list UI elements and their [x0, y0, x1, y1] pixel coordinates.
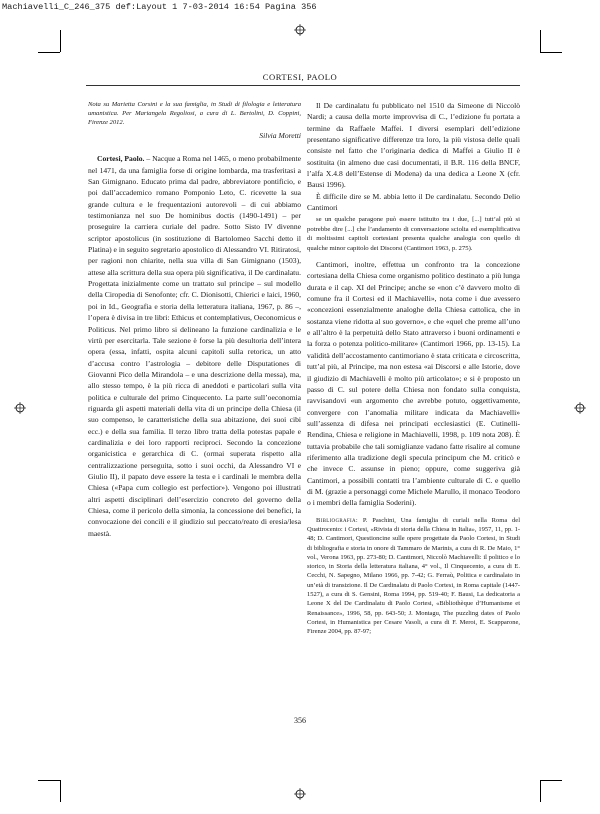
print-slug-line: Machiavelli_C_246_375 def:Layout 1 7-03-2014 16:54 Pagina 356	[2, 2, 317, 12]
previous-entry-note: Nota su Marietta Corsini e la sua famiglia, in Studi di filologia e letteratura umanistica. Per Mariangela Regoliosi, a cura di L. Bertolini, D. Coppini, Firenze 2012.	[88, 101, 301, 126]
registration-mark-icon	[294, 788, 306, 800]
entry-paragraph: Il De cardinalatu fu pubblicato nel 1510 da Simeone di Niccolò Nardi; a causa della morte improvvisa di C., l’edizione fu portata a termine da Raffaele Maffei. I diversi esemplari dell’edizione presentano significative differenze tra loro, la più vistosa delle quali consiste nel fatto che l’originaria dedica di Maffei a Giulio II è sostituita (in almeno due casi documentati, il B.R. 116 della BNCF, l’alfa X.4.8 dell’Estense di Modena) da una dedica a Leone X (cfr. Bausi 1996).	[307, 101, 520, 190]
crop-mark	[540, 780, 562, 781]
crop-mark	[540, 30, 541, 52]
bibliography-text: P. Paschini, Una famiglia di curiali nella Roma del Quattrocento: i Cortesi, «Rivista di storia della Chiesa in Italia», 1957, 11, pp. 1-48; D. Cantimori, Questioncine sulle opere progettate da Paolo Cortesi, in Studi di bibliografia e storia in onore di Tammaro de Marinis, a cura di R. De Maio, 1° vol., Verona 1963, pp. 273-80; D. Cantimori, Niccolò Machiavelli: il politico e lo storico, in Storia della letteratura italiana, 4° vol., Il Cinquecento, a cura di E. Cecchi, N. Sapegno, Milano 1966, pp. 7-42; G. Ferraù, Politica e cardinalato in un’età di transizione. Il De Cardinalatu di Paolo Cortesi, in Roma capitale (1447-1527), a cura di S. Gensini, Roma 1994, pp. 519-40; F. Bausi, La dedicatoria a Leone X del De Cardinalatu di Paolo Cortesi, «Bibliothèque d’Humanisme et Renaissance», 1996, 58, pp. 643-50; J. Montagu, The puzzling dates of Paolo Cortesi, in Humanistica per Cesare Vasoli, a cura di F. Meroi, E. Scapparone, Firenze 2004, pp. 87-97;	[307, 516, 520, 636]
entry-paragraph: Cantimori, inoltre, effettua un confronto tra la concezione cortesiana della Chiesa come organismo politico destinato a più lunga durata e il cap. XI del Principe; anche se «non c’è davvero molto di comune fra il Cortesi ed il Machiavelli», nota come i due avessero «concezioni essenzialmente analoghe della Chiesa cattolica, che in sostanza viene ridotta al suo governo», e che «quel che preme all’uno e all’altro è la perpetuità dello Stato attraverso i buoni ordinamenti e la forza o potenza politico-militare» (Cantimori 1966, pp. 13-15). La validità dell’accostamento cantimoriano è stata criticata e circoscritta, tutt’al più, al Principe, ma non estesa «ai Discorsi e alle Istorie, dove il giudizio di Machiavelli è molto più articolato»; e si è proposto un passo di C. sul potere della Chiesa non fondato sulla conquista, ravvisandovi «un argomento che avrebbe potuto, oggettivamente, convergere con l’anomalia militare indicata da Machiavelli» sull’assenza di difesa nei principati ecclesiastici (E. Cutinelli-Rendina, Chiesa e religione in Machiavelli, 1998, p. 109 nota 208). È tuttavia probabile che tali somiglianze vadano fatte risalire al comune riferimento alla tradizione degli specula principum che M. criticò e che invece C. assunse in pieno; oppure, come suggeriva già Cantimori, a possibili contatti tra l’ambiente culturale di C. e quello di M. (grazie a personaggi come Michele Marullo, il monaco Teodoro o i membri della famiglia Soderini).	[307, 260, 520, 508]
crop-mark	[60, 780, 61, 802]
page-number: 356	[294, 716, 306, 725]
block-quote: se un qualche paragone può essere istituito tra i due, [...] tutt’al più si potrebbe dire [...] che l’andamento di conversazione sciolta ed esemplificativa di moltissimi capitoli cortesiani presenta qualche analogia con quello di qualche minor capitolo dei Discorsi (Cantimori 1963, p. 275).	[307, 216, 520, 252]
entry-paragraph: È difficile dire se M. abbia letto il De cardinalatu. Secondo Delio Cantimori	[307, 191, 520, 213]
registration-mark-icon	[574, 402, 586, 414]
registration-mark-icon	[294, 24, 306, 36]
entry-paragraph-text: – Nacque a Roma nel 1465, o meno probabilmente nel 1471, da una famiglia forse di origine lombarda, ma trasferitasi a San Gimignano. Educato prima dal padre, abbreviatore pontificio, e poi dall’accademico romano Pomponio Leto, C. ricevette la sua grande cultura e le frequentazioni autorevoli – di cui abbiamo testimonianza nel suo De hominibus doctis (1490-1491) – per proseguire la carriera curiale del padre. Sotto Sisto IV divenne scriptor apostolicus (in sostituzione di Bartolomeo Sacchi detto il Platina) e in seguito segretario apostolico di Alessandro VI. Ritiratosi, per ragioni non chiarite, nella sua villa di San Gimignano (1503), attese alla scrittura della sua opera più significativa, il De cardinalatu. Progettata inizialmente come un trattato sul principe – sul modello della Ciropedia di Senofonte; cfr. C. Dionisotti, Chierici e laici, 1960, poi in Id., Geografia e storia della letteratura italiana, 1967, p. 86 –, l’opera è divisa in tre libri: Ethicus et contemplativus, Oeconomicus e Politicus. Nel primo libro si delineano la funzione cardinalizia e le virtù per esercitarla. Tale sezione è forse la più desultoria dell’intera opera (essa, infatti, ospita alcuni capitoli sulla retorica, un atto d’accusa contro l’astrologia – debitore delle Disputationes di Giovanni Pico della Mirandola – e una descrizione della messa), ma, allo stesso tempo, è la più ricca di aneddoti e particolari sulla vita politica e culturale del primo Cinquecento. La parte sull’oeconomia riguarda gli aspetti materiali della vita di un principe della Chiesa (il suo compenso, le caratteristiche della sua abitazione, dei suoi cibi ecc.) e della sua familia. Il terzo libro tratta della potestas papale e cardinalizia e dei loro rapporti reciproci. Secondo la concezione organicistica e gerarchica di C. (ormai superata rispetto alla centralizzazione perseguita, sotto i suoi occhi, da Alessandro VI e Giulio II), il papato deve essere la testa e i cardinali le membra della Chiesa («Papa cum collegio est perfectior»). Vengono poi illustrati altri aspetti disciplinari dell’esercizio concreto del governo della Chiesa, come il pericolo della simonia, la concessione dei benefici, la convocazione dei concili e il giudizio sul peccato/reato di eresia/lesa maestà.	[88, 154, 301, 538]
crop-mark	[38, 780, 60, 781]
crop-mark	[540, 52, 562, 53]
left-column	[88, 100, 301, 539]
header-rule	[86, 85, 520, 86]
entry-paragraph	[88, 153, 301, 539]
entry-headword: Cortesi, Paolo.	[97, 154, 145, 164]
registration-mark-icon	[14, 402, 26, 414]
bibliography-label: Bibliografia:	[316, 516, 358, 524]
crop-mark	[540, 780, 541, 802]
crop-mark	[60, 30, 61, 52]
previous-entry-author: Silvia Moretti	[259, 131, 301, 140]
crop-mark	[38, 52, 60, 53]
right-column	[307, 100, 520, 636]
bibliography	[307, 516, 520, 637]
running-head: CORTESI, PAOLO	[262, 72, 338, 82]
